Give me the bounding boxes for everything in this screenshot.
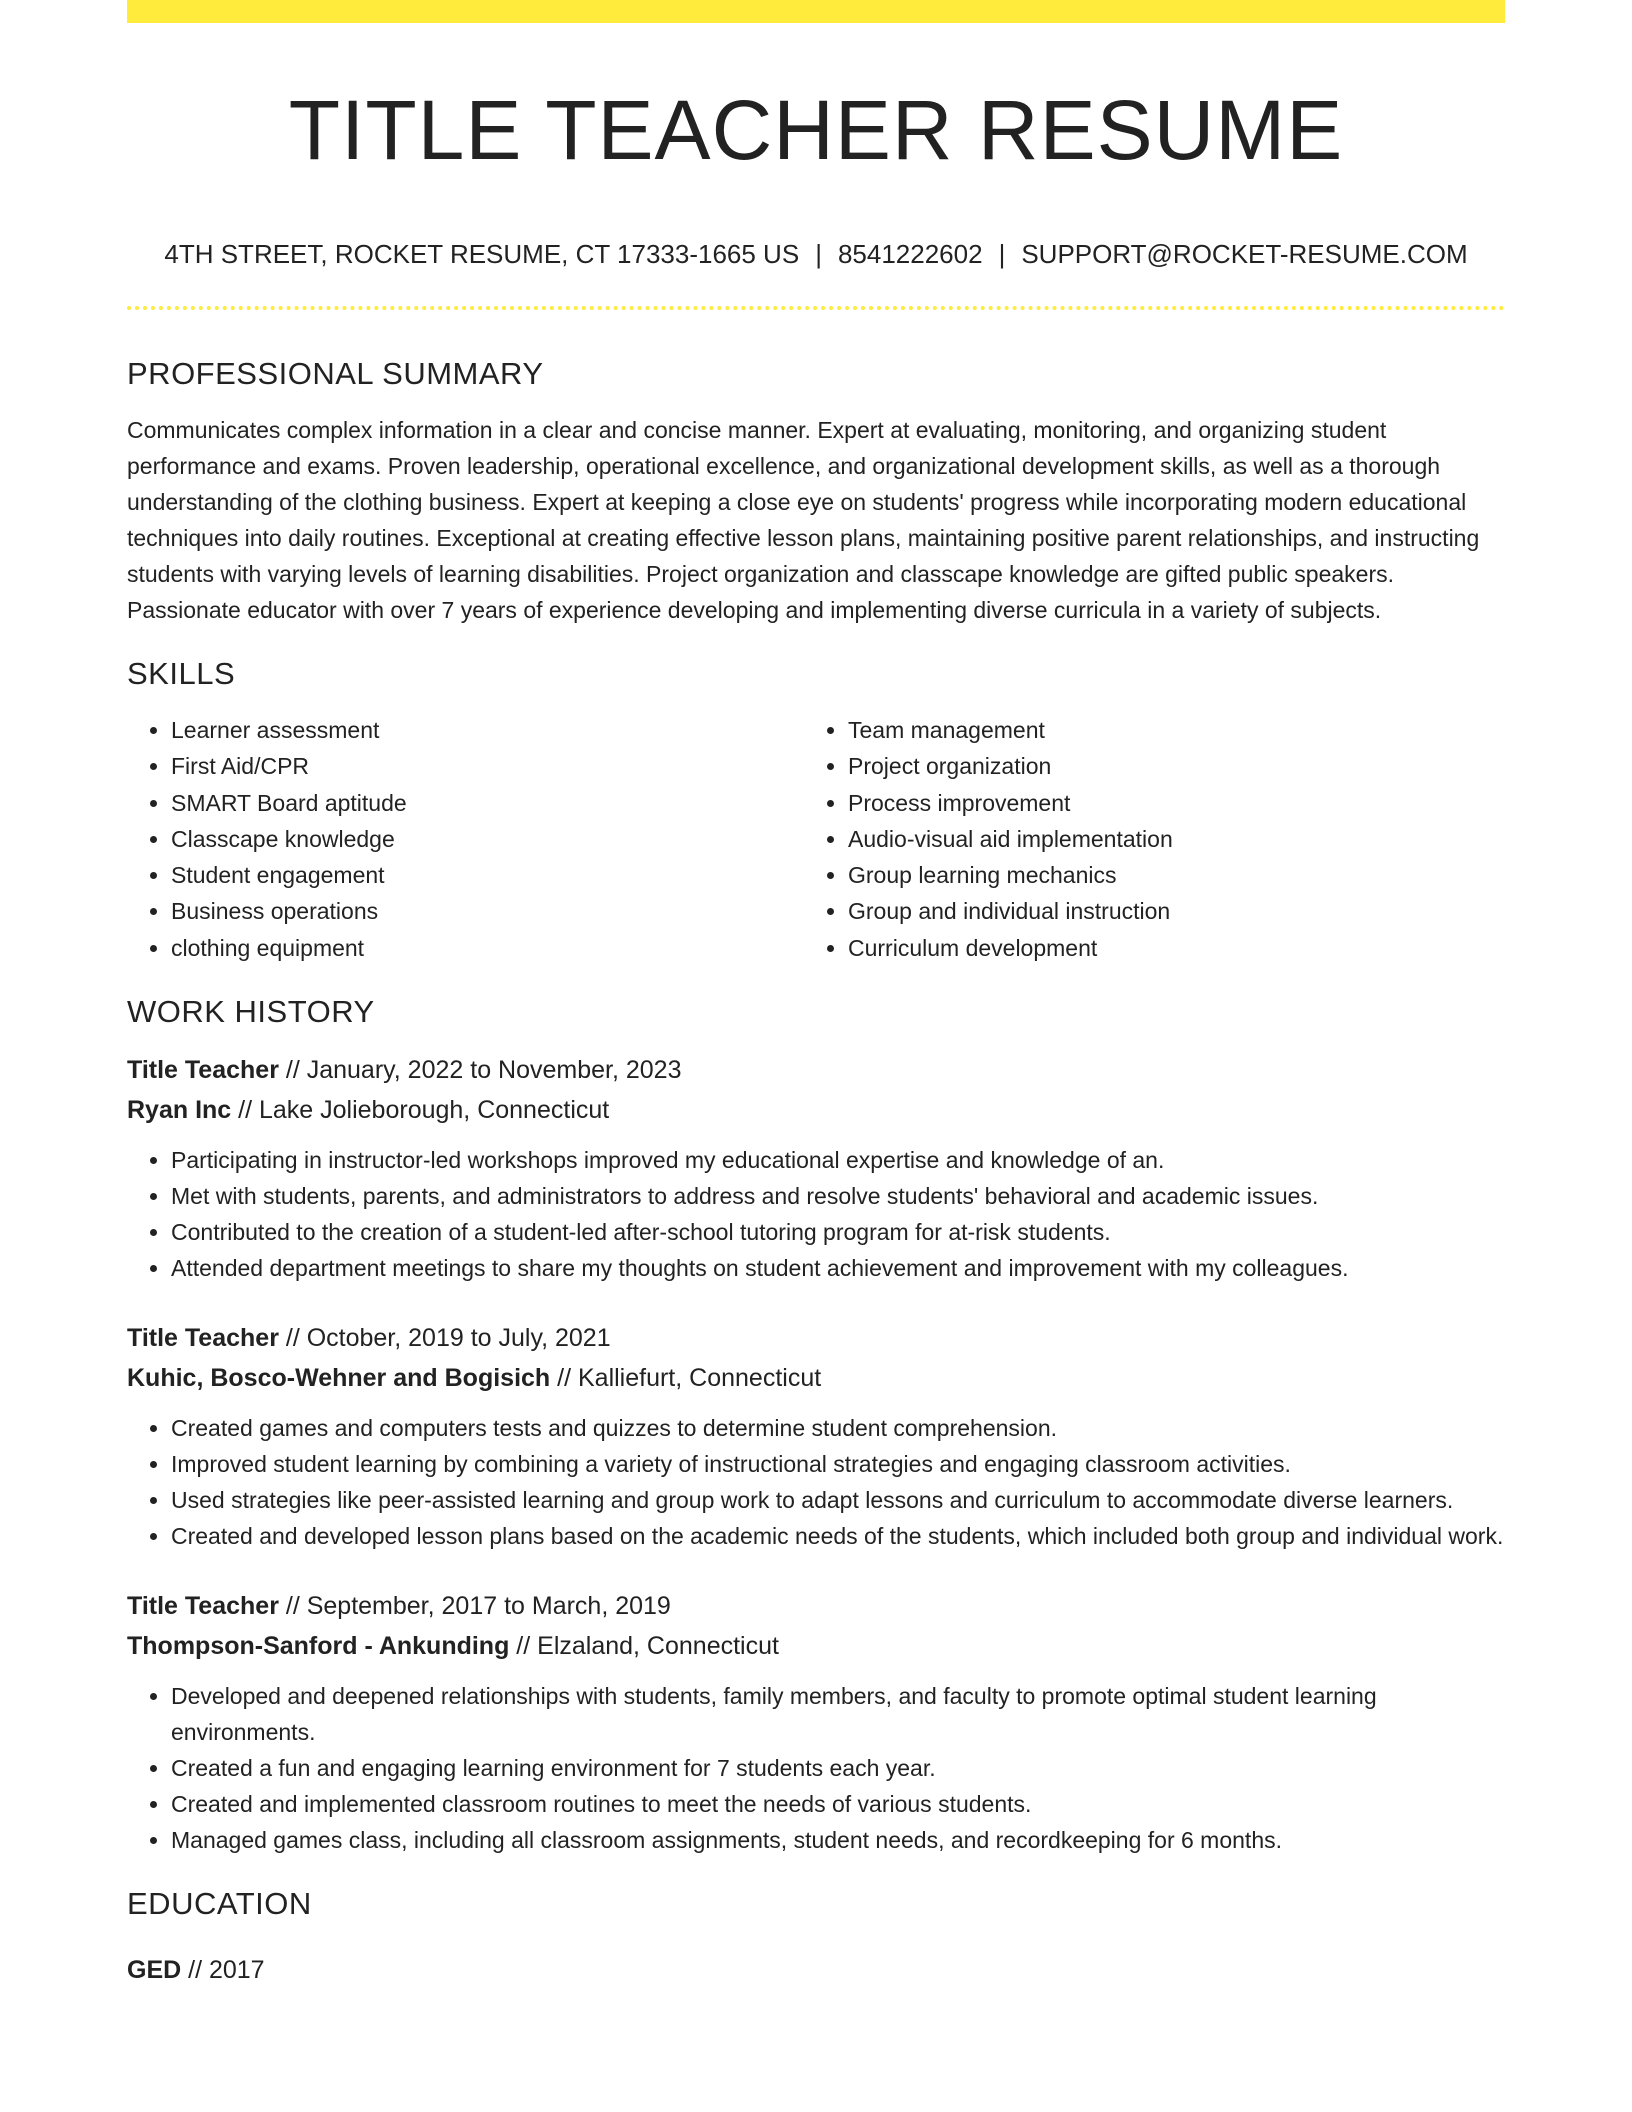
contact-address: 4TH STREET, ROCKET RESUME, CT 17333-1665 US xyxy=(164,239,800,269)
resume-body xyxy=(127,352,1505,1990)
job-bullet: • Met with students, parents, and administrators to address and resolve students' behavioral and academic issues. xyxy=(171,1178,1505,1214)
job-company: Ryan Inc xyxy=(127,1096,232,1125)
skills-columns xyxy=(127,712,1505,966)
job-bullet: • Contributed to the creation of a student-led after-school tutoring program for at-risk students. xyxy=(171,1214,1505,1250)
job-title: Title Teacher xyxy=(127,1056,279,1085)
job-bullet: • Created and developed lesson plans based on the academic needs of the students, which included both group and individual work. xyxy=(171,1518,1505,1554)
summary-text: Communicates complex information in a clear and concise manner. Expert at evaluating, monitoring, and organizing student performance and exams. Proven leadership, operational excellence, and organizational development skills, as well as a thorough understanding of the clothing business. Expert at keeping a close eye on students' progress while incorporating modern educational techniques into daily routines. Exceptional at creating effective lesson plans, maintaining positive parent relationships, and instructing students with varying levels of learning disabilities. Project organization and classcape knowledge are gifted public speakers. Passionate educator with over 7 years of experience developing and implementing diverse curricula in a variety of subjects. xyxy=(127,417,1480,623)
job-bullet: • Used strategies like peer-assisted learning and group work to adapt lessons and curriculum to accommodate diverse learners. xyxy=(171,1482,1505,1518)
skill-item: • Business operations xyxy=(171,893,804,929)
skills-list-right xyxy=(804,712,1481,966)
job-entry xyxy=(127,1318,1505,1554)
job-location: // Kalliefurt, Connecticut xyxy=(550,1364,822,1393)
skill-item: • Group and individual instruction xyxy=(848,893,1481,929)
job-bullet: • Developed and deepened relationships with students, family members, and faculty to promote optimal student learning environments. xyxy=(171,1678,1505,1750)
skill-item: • Student engagement xyxy=(171,857,804,893)
skill-item: • clothing equipment xyxy=(171,930,804,966)
skill-item: • Learner assessment xyxy=(171,712,804,748)
education-degree: GED xyxy=(127,1956,182,1985)
work-history-section xyxy=(127,990,1505,1858)
job-bullet: • Managed games class, including all classroom assignments, student needs, and recordkeeping for 6 months. xyxy=(171,1822,1505,1858)
work-history-heading: WORK HISTORY xyxy=(127,994,375,1030)
job-bullet: • Participating in instructor-led workshops improved my educational expertise and knowledge of an. xyxy=(171,1142,1505,1178)
job-title-line xyxy=(127,1586,1505,1626)
job-title-line xyxy=(127,1050,1505,1090)
job-bullet: • Attended department meetings to share my thoughts on student achievement and improvement with my colleagues. xyxy=(171,1250,1505,1286)
contact-phone: 8541222602 xyxy=(837,239,983,269)
education-section xyxy=(127,1882,1505,1990)
dotted-divider xyxy=(127,306,1505,310)
job-bullet: • Created a fun and engaging learning environment for 7 students each year. xyxy=(171,1750,1505,1786)
skill-item: • Classcape knowledge xyxy=(171,821,804,857)
job-company-line xyxy=(127,1358,1505,1398)
job-company: Kuhic, Bosco-Wehner and Bogisich xyxy=(127,1364,551,1393)
job-bullets xyxy=(127,1678,1505,1858)
job-dates: // January, 2022 to November, 2023 xyxy=(278,1056,682,1085)
job-bullets xyxy=(127,1142,1505,1286)
skills-section xyxy=(127,652,1505,966)
job-company-line xyxy=(127,1090,1505,1130)
contact-line xyxy=(127,236,1505,272)
education-heading: EDUCATION xyxy=(127,1886,312,1922)
accent-top-bar xyxy=(127,0,1505,23)
skills-heading: SKILLS xyxy=(127,656,236,691)
skills-list-left xyxy=(127,712,804,966)
skill-item: • Team management xyxy=(848,712,1481,748)
contact-separator: | xyxy=(998,239,1006,269)
job-entry xyxy=(127,1586,1505,1858)
job-dates: // October, 2019 to July, 2021 xyxy=(278,1324,611,1353)
job-company: Thompson-Sanford - Ankunding xyxy=(127,1632,510,1661)
skill-item: • SMART Board aptitude xyxy=(171,785,804,821)
skill-item: • Process improvement xyxy=(848,785,1481,821)
education-year: // 2017 xyxy=(181,1956,265,1985)
skill-item: • Curriculum development xyxy=(848,930,1481,966)
skill-item: • Project organization xyxy=(848,748,1481,784)
job-title: Title Teacher xyxy=(127,1324,279,1353)
job-location: // Lake Jolieborough, Connecticut xyxy=(231,1096,610,1125)
job-bullet: • Improved student learning by combining a variety of instructional strategies and engaging classroom activities. xyxy=(171,1446,1505,1482)
job-bullets xyxy=(127,1410,1505,1554)
education-entry xyxy=(127,1950,1505,1990)
summary-heading: PROFESSIONAL SUMMARY xyxy=(127,356,544,391)
job-location: // Elzaland, Connecticut xyxy=(509,1632,779,1661)
job-title-line xyxy=(127,1318,1505,1358)
skill-item: • First Aid/CPR xyxy=(171,748,804,784)
job-company-line xyxy=(127,1626,1505,1666)
contact-email: SUPPORT@ROCKET-RESUME.COM xyxy=(1021,239,1468,269)
job-entry xyxy=(127,1050,1505,1286)
skill-item: • Group learning mechanics xyxy=(848,857,1481,893)
skill-item: • Audio-visual aid implementation xyxy=(848,821,1481,857)
contact-separator: | xyxy=(815,239,822,269)
job-bullet: • Created and implemented classroom routines to meet the needs of various students. xyxy=(171,1786,1505,1822)
resume-name: TITLE TEACHER RESUME xyxy=(288,83,1344,177)
job-bullet: • Created games and computers tests and quizzes to determine student comprehension. xyxy=(171,1410,1505,1446)
job-title: Title Teacher xyxy=(127,1592,279,1621)
job-dates: // September, 2017 to March, 2019 xyxy=(278,1592,671,1621)
